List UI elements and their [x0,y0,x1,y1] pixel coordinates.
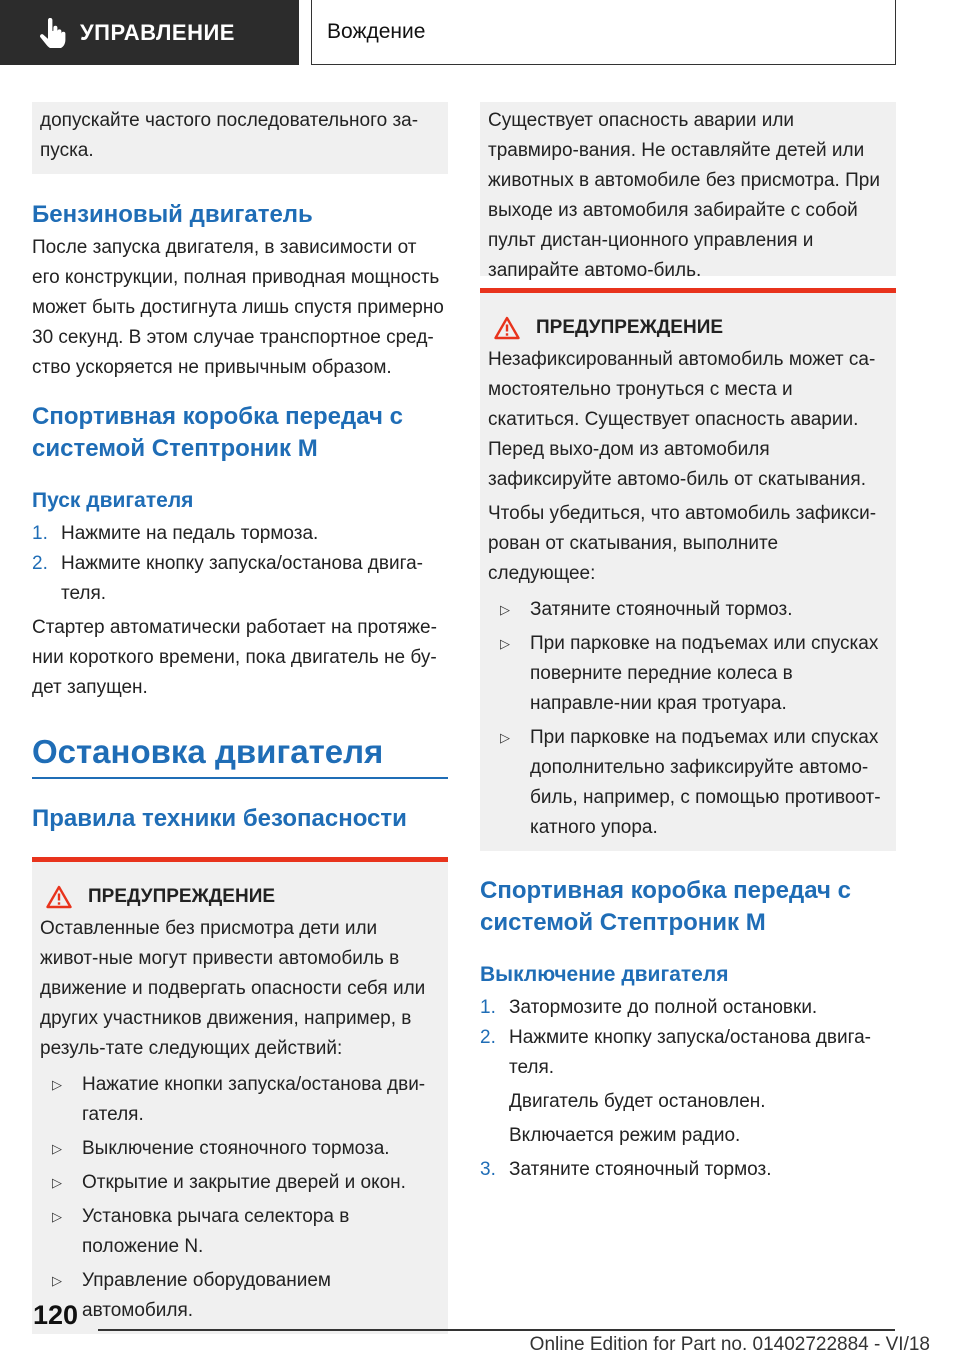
step-number: 2. [32,553,48,574]
triangle-bullet-icon: ▷ [52,1174,62,1190]
triangle-bullet-icon: ▷ [52,1140,62,1156]
heading-petrol-engine: Бензиновый двигатель [32,201,313,228]
start-steps [32,519,448,609]
warning-text: Оставленные без присмотра дети или живот-ные могут привести автомобиль в движение и подвергать опасности себя или других участников движения, например, в резуль-тате следующих действий: [40,917,426,1059]
page-number: 120 [33,1300,79,1330]
footer-rule [98,1329,895,1331]
warning-triangle-icon [46,885,72,909]
heading-steptronic: Спортивная коробка передач с системой Стептроник M [32,403,403,462]
hand-pointer-icon [38,18,66,48]
off-step-3 [480,1155,896,1185]
right-column [480,102,896,1185]
heading-engine-off: Выключение двигателя [480,963,729,986]
continued-warning-box [32,102,448,174]
heading-engine-start: Пуск двигателя [32,489,194,512]
start-step-1 [32,519,448,549]
triangle-bullet-icon: ▷ [52,1272,62,1288]
children-warning-box [480,102,896,281]
warning-list [488,595,888,843]
left-column [32,102,448,1334]
warning-box-rolling [480,288,896,851]
heading-steptronic: Спортивная коробка передач с системой Стептроник M [480,877,851,936]
heading-engine-stop: Остановка двигателя [32,733,384,770]
warning-title-text: ПРЕДУПРЕЖДЕНИЕ [536,317,724,338]
heading-safety: Правила техники безопасности [32,804,407,832]
triangle-bullet-icon: ▷ [500,730,510,745]
off-step-2 [480,1023,896,1083]
warning-list-item: ▷ При парковке на подъемах или спусках дополнительно зафиксируйте автомо-биль, например, с помощью противоот-катного упора. [488,723,888,843]
step-text: Нажмите кнопку запуска/останова двига-теля. [61,553,424,604]
off-step-note-1: Двигатель будет остановлен. [509,1091,766,1112]
warning-text: Незафиксированный автомобиль может са-мостоятельно тронуться с места и скатиться. Существует опасность аварии. Перед выхо-дом из автомобиля зафиксируйте автомо-биль от скатывания. [488,349,876,490]
step-number: 2. [480,1027,496,1048]
triangle-bullet-icon: ▷ [500,602,510,617]
triangle-bullet-icon: ▷ [52,1208,62,1224]
off-step-note-2: Включается режим радио. [509,1125,741,1146]
warning-list-item: ▷ Нажатие кнопки запуска/останова дви-гателя. [40,1070,440,1130]
warning-box-children [32,857,448,1334]
warning-list-item: ▷ Затяните стояночный тормоз. [488,595,888,625]
heading-rule [32,777,448,779]
warning-title [488,313,888,343]
off-steps [480,993,896,1185]
warning-list-item: ▷ Открытие и закрытие дверей и окон. [40,1168,440,1198]
section-tab [0,0,299,65]
start-step-2 [32,549,448,609]
chapter-title: Вождение [327,20,426,43]
step-text: Нажмите кнопку запуска/останова двига-теля. [509,1027,872,1078]
warning-list-item: ▷ Управление оборудованием автомобиля. [40,1266,440,1326]
step-number: 1. [32,523,48,544]
starter-text: Стартер автоматически работает на протяже-нии короткого времени, пока двигатель не бу-дет запущен. [32,617,437,698]
step-text: Нажмите на педаль тормоза. [61,523,319,544]
warning-list-item: ▷ Установка рычага селектора в положение N. [40,1202,440,1262]
warning-title [40,882,440,912]
children-warning-text: Существует опасность аварии или травмиро-вания. Не оставляйте детей или животных в автомобиле без присмотра. При выходе из автомобиля забирайте с собой пульт дистан-ционного управления и запирайте автомо-биль. [488,110,880,281]
warning-text-2: Чтобы убедиться, что автомобиль зафикси-рован от скатывания, выполните следующее: [488,503,877,584]
warning-triangle-icon [494,316,520,340]
continued-warning-text: допускайте частого последовательного за-пуска. [40,110,419,161]
warning-list-item: ▷ При парковке на подъемах или спусках поверните передние колеса в направле-нии края тротуара. [488,629,888,719]
triangle-bullet-icon: ▷ [52,1076,62,1092]
step-number: 1. [480,997,496,1018]
section-title: УПРАВЛЕНИЕ [80,19,235,45]
off-step-1 [480,993,896,1023]
step-text: Затормозите до полной остановки. [509,997,818,1018]
step-number: 3. [480,1159,496,1180]
petrol-engine-text: После запуска двигателя, в зависимости от его конструкции, полная приводная мощность может быть достигнута лишь спустя примерно 30 секунд. В этом случае транспортное сред-ство ускоряется не привычным образом. [32,237,444,378]
chapter-tab [311,0,896,65]
edition-note: Online Edition for Part no. 01402722884 - VI/18 [529,1334,930,1355]
warning-list-item: ▷ Выключение стояночного тормоза. [40,1134,440,1164]
step-text: Затяните стояночный тормоз. [509,1159,772,1180]
warning-title-text: ПРЕДУПРЕЖДЕНИЕ [88,885,276,907]
triangle-bullet-icon: ▷ [500,636,510,651]
warning-list [40,1070,440,1326]
